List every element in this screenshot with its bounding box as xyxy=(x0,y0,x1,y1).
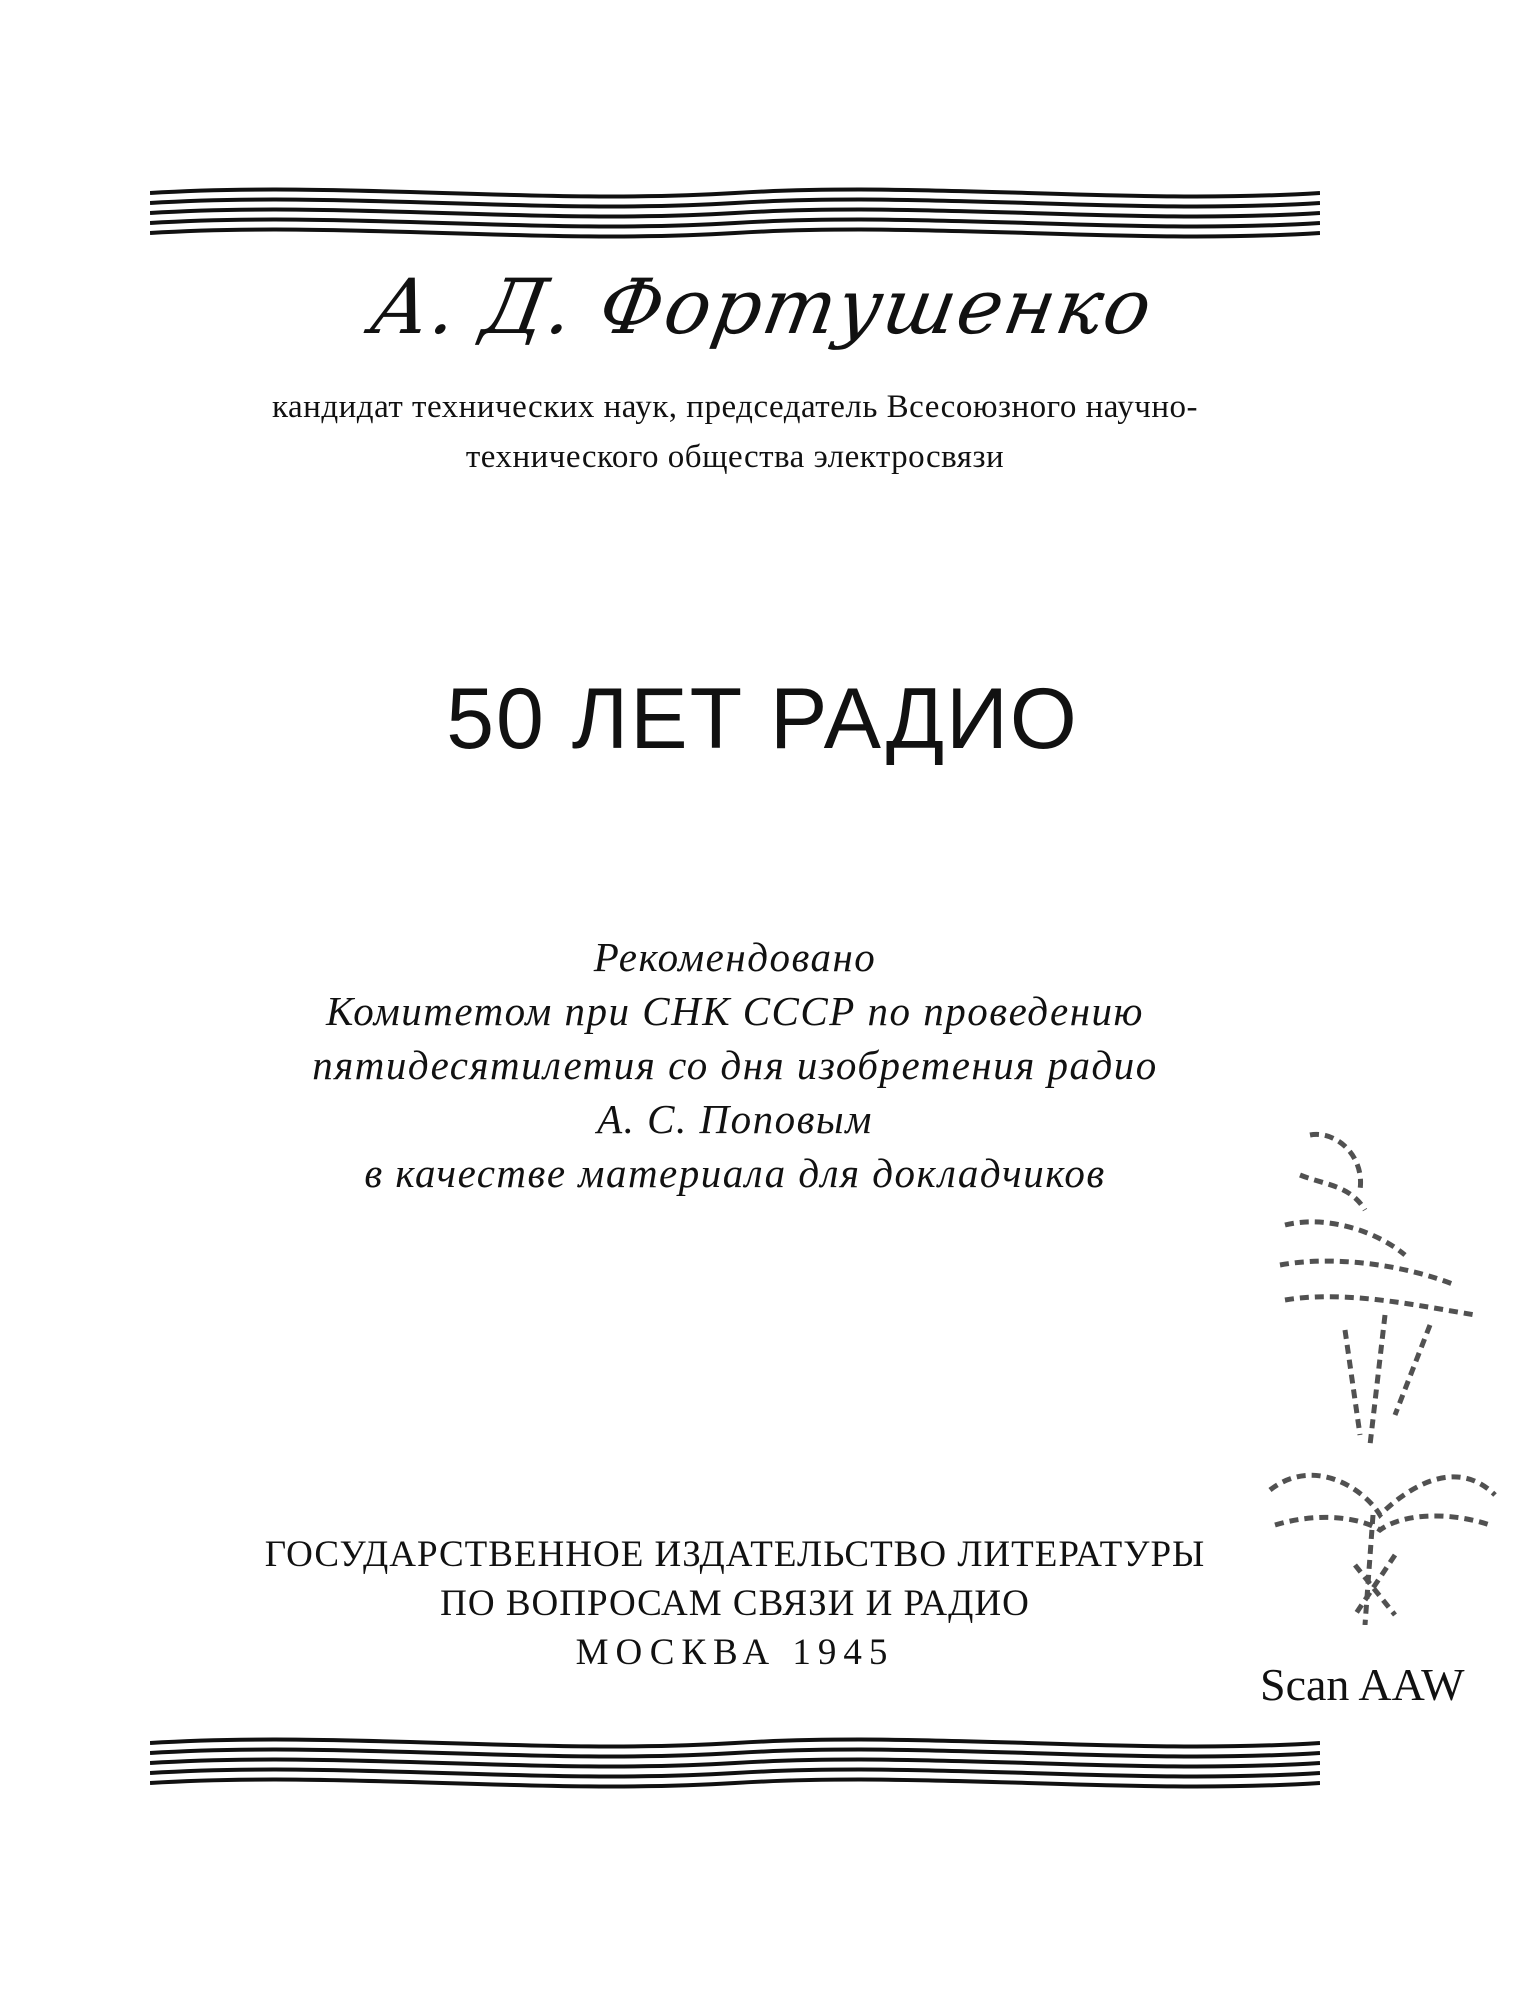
top-wave-ornament xyxy=(150,183,1320,243)
scan-label: Scan AAW xyxy=(1260,1659,1465,1710)
recommendation-line: пятидесятилетия со дня изобретения радио xyxy=(312,1042,1158,1088)
author-signature: А. Д. Фортушенко xyxy=(364,262,1161,351)
author-affiliation xyxy=(150,382,1320,482)
publisher-line: ПО ВОПРОСАМ СВЯЗИ И РАДИО xyxy=(440,1583,1030,1624)
bottom-wave-ornament xyxy=(150,1733,1320,1793)
affiliation-line: технического общества электросвязи xyxy=(465,439,1005,475)
city-year: МОСКВА 1945 xyxy=(575,1632,895,1673)
recommendation-block xyxy=(150,930,1320,1200)
book-title: 50 ЛЕТ РАДИО xyxy=(446,671,1079,767)
publisher-block xyxy=(150,1530,1320,1677)
recommendation-line: А. С. Поповым xyxy=(597,1096,873,1142)
affiliation-line: кандидат технических наук, председатель Всесоюзного научно- xyxy=(271,389,1199,425)
recommendation-line: в качестве материала для докладчиков xyxy=(364,1150,1106,1196)
recommendation-line: Комитетом при СНК СССР по проведению xyxy=(326,988,1144,1034)
publisher-line: ГОСУДАРСТВЕННОЕ ИЗДАТЕЛЬСТВО ЛИТЕРАТУРЫ xyxy=(264,1534,1206,1575)
recommendation-line: Рекомендовано xyxy=(593,934,877,980)
